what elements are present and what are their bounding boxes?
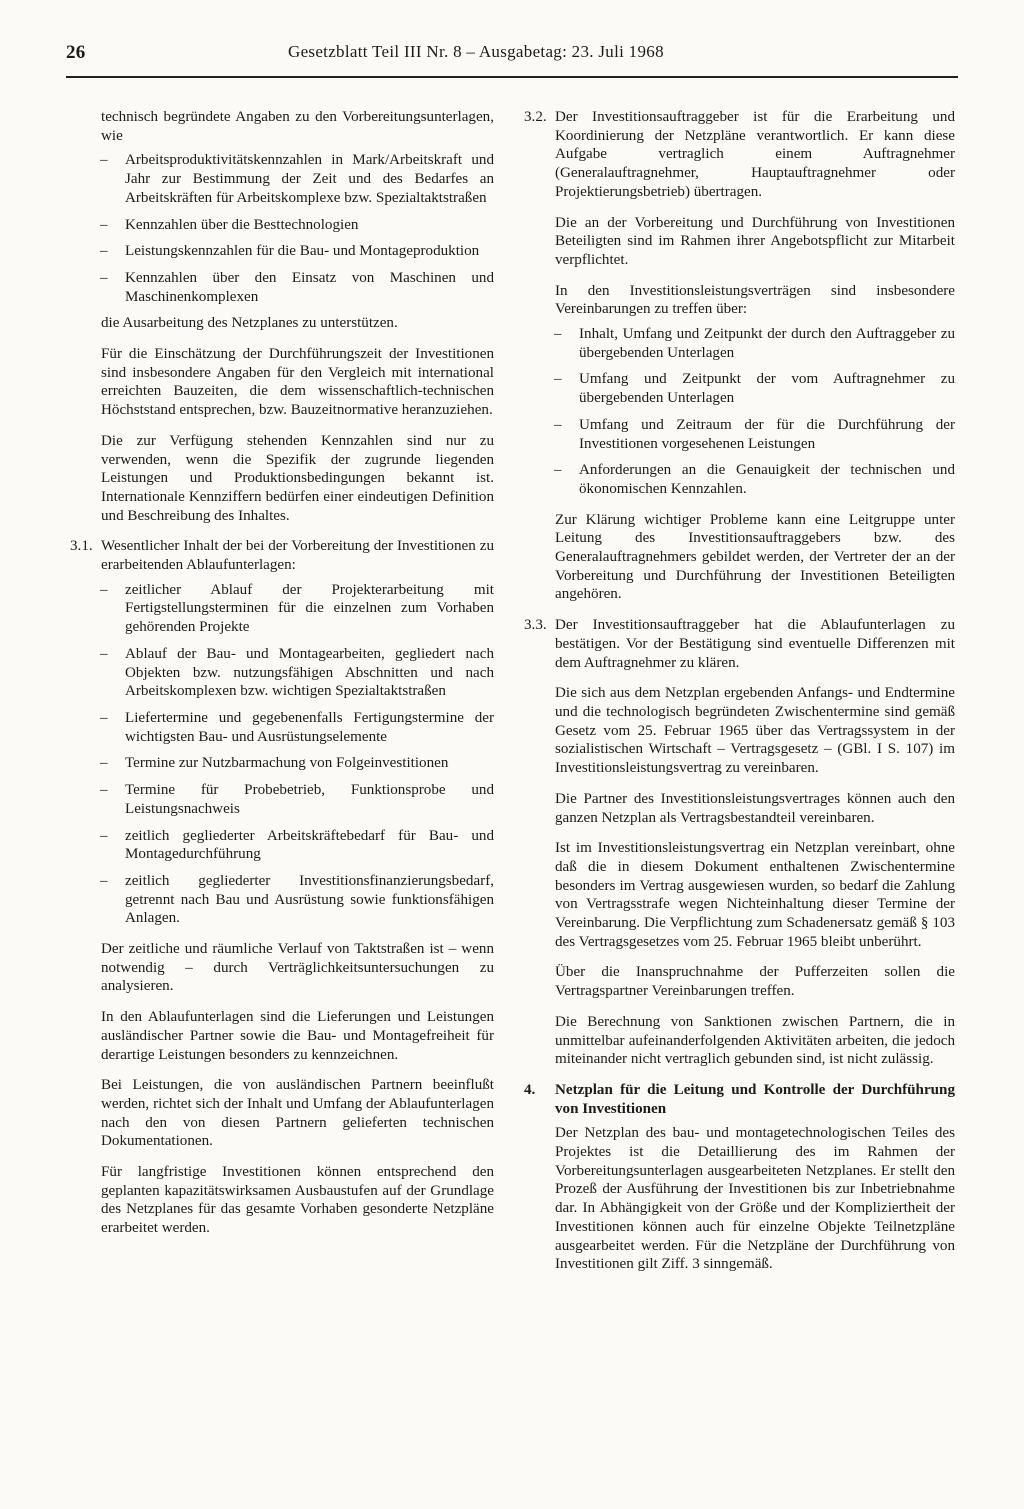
list-item: – Termine zur Nutzbarmachung von Folgeinvestitionen — [70, 754, 494, 773]
paragraph: die Ausarbeitung des Netzplanes zu unterstützen. — [101, 315, 398, 332]
header-rule — [66, 76, 958, 78]
page-number: 26 — [66, 42, 86, 63]
list-item: – Kennzahlen über den Einsatz von Maschinen und Maschinenkomplexen — [70, 269, 494, 306]
list-item: – zeitlich gegliederter Investitionsfinanzierungsbedarf, getrennt nach Bau und Ausrüstung sowie funktionsfähigen Anlagen. — [70, 872, 494, 928]
section-text: Der Investitionsauftraggeber hat die Ablaufunterlagen zu bestätigen. Vor der Bestätigung sind eventuelle Differenzen mit dem Auftragnehmer zu klären. — [555, 617, 955, 671]
paragraph: Über die Inanspruchnahme der Pufferzeiten sollen die Vertragspartner Vereinbarungen treffen. — [555, 964, 955, 1000]
paragraph: Zur Klärung wichtiger Probleme kann eine Leitgruppe unter Leitung des Investitionsauftraggebers bzw. des Generalauftragnehmers gebildet werden, der Vertreter der an der Vorbereitung und Durchführung der Investitionen Beteiligten angehören. — [555, 511, 955, 603]
list-item: – Umfang und Zeitpunkt der vom Auftragnehmer zu übergebenden Unterlagen — [524, 370, 955, 407]
paragraph: Für die Einschätzung der Durchführungszeit der Investitionen sind insbesondere Angaben für den Vergleich mit international erreichten Bauzeiten, die dem wissenschaftlich-technischen Höchststand entsprechen, bzw. Bauzeitnormative heranzuziehen. — [101, 346, 494, 419]
paragraph: In den Investitionsleistungsverträgen sind insbesondere Vereinbarungen zu treffen über: — [555, 282, 955, 318]
paragraph: technisch begründete Angaben zu den Vorbereitungsunterlagen, wie — [101, 109, 494, 144]
paragraph: Der zeitliche und räumliche Verlauf von Taktstraßen ist – wenn notwendig – durch Verträglichkeitsuntersuchungen zu analysieren. — [101, 941, 494, 995]
section-3-2 — [524, 108, 955, 202]
list-item: – zeitlicher Ablauf der Projekterarbeitung mit Fertigstellungsterminen für die einzelnen zum Vorhaben gehörenden Projekte — [70, 581, 494, 637]
list-item: – Liefertermine und gegebenenfalls Fertigungstermine der wichtigsten Bau- und Ausrüstungselemente — [70, 709, 494, 746]
section-number: 4. — [524, 1081, 536, 1098]
section-text: Wesentlicher Inhalt der bei der Vorbereitung der Investitionen zu erarbeitenden Ablaufunterlagen: — [101, 538, 494, 574]
section-heading: Netzplan für die Leitung und Kontrolle der Durchführung von Investitionen — [555, 1081, 955, 1117]
list-item: – zeitlich gegliederter Arbeitskräftebedarf für Bau- und Montagedurchführung — [70, 827, 494, 864]
list-item: – Inhalt, Umfang und Zeitpunkt der durch den Auftraggeber zu übergebenden Unterlagen — [524, 325, 955, 362]
list-item: – Ablauf der Bau- und Montagearbeiten, gegliedert nach Objekten bzw. nutzungsfähigen Abschnitten und nach Arbeitskomplexen bzw. wichtigen Spezialtaktstraßen — [70, 645, 494, 701]
list-item: – Arbeitsproduktivitätskennzahlen in Mark/Arbeitskraft und Jahr zur Bestimmung der Zeit und des Bedarfes an Arbeitskräften für Arbeitskomplexe bzw. Spezialtaktstraßen — [70, 151, 494, 207]
section-number: 3.3. — [524, 617, 547, 634]
section-number: 3.2. — [524, 109, 547, 125]
section-3-1 — [70, 537, 494, 574]
paragraph: Die sich aus dem Netzplan ergebenden Anfangs- und Endtermine und die technologisch begründeten Zwischentermine sind gemäß Gesetz vom 25. Februar 1965 über das Vertragssystem in der sozialistischen Wirtschaft – Vertragsgesetz – (GBl. I S. 107) im Investitionsleistungsvertrag zu vereinbaren. — [555, 685, 955, 777]
header-title: Gesetzblatt Teil III Nr. 8 – Ausgabetag: 23. Juli 1968 — [288, 42, 664, 61]
list-item: – Umfang und Zeitraum der für die Durchführung der Investitionen vorgesehenen Leistungen — [524, 416, 955, 453]
list-item: – Termine für Probebetrieb, Funktionsprobe und Leistungsnachweis — [70, 781, 494, 818]
paragraph: Die Partner des Investitionsleistungsvertrages können auch den ganzen Netzplan als Vertragsbestandteil vereinbaren. — [555, 790, 955, 826]
paragraph: Die Berechnung von Sanktionen zwischen Partnern, die in unmittelbar aufeinanderfolgenden Aktivitäten arbeiten, die jedoch miteinander nicht vertraglich gebunden sind, ist nicht zulässig. — [555, 1013, 955, 1068]
paragraph: Der Netzplan des bau- und montagetechnologischen Teiles des Projektes ist die Detaillierung des im Rahmen der Vorbereitungsunterlagen ausgearbeiteten Netzplanes. Er stellt den Prozeß der Ausführung der Investitionen bis zur Inbetriebnahme dar. In Abhängigkeit von der Größe und der Kompliziertheit der Investitionen können auch für einzelne Objekte Teilnetzpläne ausgearbeitet werden. Für die Netzpläne der Durchführung von Investitionen gilt Ziff. 3 sinngemäß. — [555, 1125, 955, 1273]
list-item: – Leistungskennzahlen für die Bau- und Montageproduktion — [70, 242, 494, 261]
list-item: – Anforderungen an die Genauigkeit der technischen und ökonomischen Kennzahlen. — [524, 461, 955, 498]
right-column — [524, 108, 955, 1286]
paragraph: Für langfristige Investitionen können entsprechend den geplanten kapazitätswirksamen Ausbaustufen auf der Grundlage des Netzplanes für das gesamte Vorhaben gesonderte Netzpläne erarbeitet werden. — [101, 1164, 494, 1237]
section-text: Der Investitionsauftraggeber ist für die Erarbeitung und Koordinierung der Netzpläne verantwortlich. Er kann diese Aufgabe vertraglich einem Auftragnehmer (Generalauftragnehmer, Hauptauftragnehmer oder Projektierungsbetrieb) übertragen. — [555, 109, 955, 200]
section-4-heading — [524, 1081, 955, 1118]
paragraph: Ist im Investitionsleistungsvertrag ein Netzplan vereinbart, ohne daß die in diesem Dokument enthaltenen Zwischentermine besonders im Vertrag ausgewiesen wurden, so bedarf die Zahlung von Vertragsstrafe wegen Nichteinhaltung dieser Termine der Vereinbarung. Die Verpflichtung zum Schadenersatz gemäß § 103 des Vertragsgesetzes vom 25. Februar 1965 bleibt unberührt. — [555, 840, 955, 950]
list-item: – Kennzahlen über die Besttechnologien — [70, 216, 494, 235]
paragraph: Bei Leistungen, die von ausländischen Partnern beeinflußt werden, richtet sich der Inhalt und Umfang der Ablaufunterlagen nach den von diesen Partnern gelieferten technischen Dokumentationen. — [101, 1077, 494, 1150]
paragraph: In den Ablaufunterlagen sind die Lieferungen und Leistungen ausländischer Partner sowie die Bau- und Montagefreiheit für derartige Leistungen besonders zu kennzeichnen. — [101, 1009, 494, 1063]
paragraph: Die an der Vorbereitung und Durchführung von Investitionen Beteiligten sind im Rahmen ihrer Angebotspflicht zur Mitarbeit verpflichtet. — [555, 214, 955, 268]
section-number: 3.1. — [70, 538, 93, 555]
paragraph: Die zur Verfügung stehenden Kennzahlen sind nur zu verwenden, wenn die Spezifik der zugrunde liegenden Leistungen und Produktionsbedingungen bekannt ist. Internationale Kennziffern bedürfen einer eindeutigen Definition und Beschreibung des Inhaltes. — [101, 432, 494, 524]
section-3-3 — [524, 616, 955, 672]
left-column — [70, 108, 494, 1250]
